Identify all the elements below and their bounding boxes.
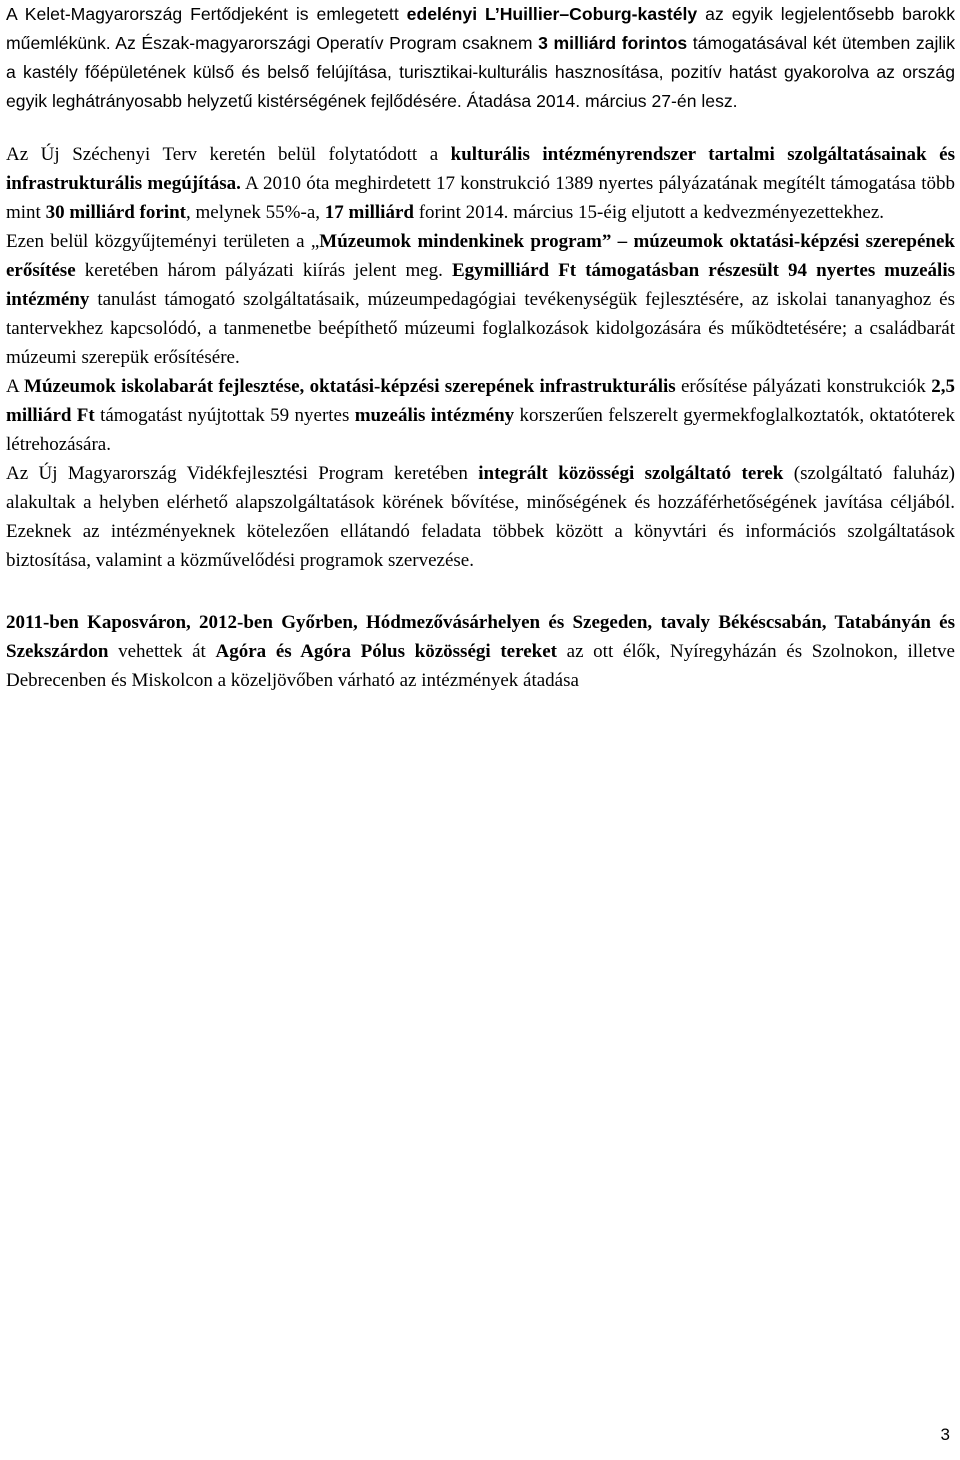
text-run: (szolgáltató faluház) alakultak a helyben elérhető alapszolgáltatások körének bővítése, minőségének és hozzáférhetőségének javítása céljából. Ezeknek az intézményeknek kötelezően ellátandó feladata többek között a könyvtári és információs szolgáltatások biztosítása, valamint a közművelődési programok szervezése. — [6, 463, 955, 571]
text-run: támogatást nyújtottak 59 nyertes — [94, 405, 355, 426]
bold-run: 17 milliárd — [324, 202, 414, 223]
text-run: Az Új Magyarország Vidékfejlesztési Program keretében — [6, 463, 479, 484]
text-run: keretében három pályázati kiírás jelent meg. — [75, 260, 452, 281]
text-run: korszerűen felszerelt gyermekfoglalkoztatók, oktatóterek létrehozására. — [6, 405, 955, 455]
bold-run: edelényi L’Huillier–Coburg-kastély — [406, 4, 698, 24]
paragraph-szechenyi-plan — [6, 140, 955, 227]
bold-run: 2,5 milliárd Ft — [6, 376, 955, 426]
text-run: vehettek át — [108, 641, 216, 662]
text-run: A Kelet-Magyarország Fertődjeként is emlegetett — [6, 4, 407, 24]
text-run: tanulást támogató szolgáltatásaik, múzeumpedagógiai tevékenységük fejlesztésére, az iskolai tananyaghoz és tantervekhez kapcsolódó, a tanmenetbe beépíthető múzeumi foglalkozások kidolgozására és működtetésére; a családbarát múzeumi szerepük erősítésére. — [6, 289, 955, 368]
bold-run: muzeális intézmény — [354, 405, 515, 426]
text-run: A 2010 óta meghirdetett 17 konstrukció 1389 nyertes pályázatának megítélt támogatása több mint — [6, 173, 956, 223]
document-page — [6, 0, 955, 695]
text-run: Ezen belül közgyűjteményi területen a „ — [6, 231, 320, 252]
text-run: , melynek 55%-a, — [185, 202, 325, 223]
text-run: az ott élők, Nyíregyházán és Szolnokon, illetve Debrecenben és Miskolcon a közeljövőben várható az intézmények átadása — [6, 641, 955, 691]
bold-run: Egymilliárd Ft támogatásban részesült 94 nyertes muzeális intézmény — [6, 260, 955, 310]
page-number: 3 — [940, 1425, 950, 1444]
paragraph-edelenyi-castle — [6, 0, 955, 116]
bold-run: 30 milliárd forint — [45, 202, 186, 223]
text-run: erősítése pályázati konstrukciók — [675, 376, 932, 397]
bold-run: Agóra és Agóra Pólus közösségi tereket — [215, 641, 557, 662]
text-run: támogatásával két ütemben zajlik a kastély főépületének külső és belső felújítása, turisztikai-kulturális hasznosítása, pozitív hatást gyakorolva az ország egyik leghátrányosabb helyzetű kistérségének fejlődésére. Átadása 2014. március 27-én lesz. — [6, 33, 955, 111]
text-run: az egyik legjelentősebb barokk műemlékünk. Az Észak-magyarországi Operatív Program csaknem — [6, 4, 955, 53]
bold-run: Múzeumok iskolabarát fejlesztése, oktatási-képzési szerepének infrastrukturális — [24, 376, 676, 397]
paragraph-school-friendly-museums — [6, 372, 955, 459]
bold-run: Múzeumok mindenkinek program” – múzeumok oktatási-képzési szerepének erősítése — [6, 231, 955, 281]
bold-run: integrált közösségi szolgáltató terek — [478, 463, 784, 484]
bold-run: 2011-ben Kaposváron, 2012-ben Győrben, Hódmezővásárhelyen és Szegeden, tavaly Békéscsabán, Tatabányán és Szekszárdon — [6, 612, 955, 662]
text-run: A — [6, 376, 25, 397]
text-run: forint 2014. március 15-éig eljutott a kedvezményezettekhez. — [413, 202, 885, 223]
text-run: Az Új Széchenyi Terv keretén belül folytatódott a — [6, 144, 451, 165]
paragraph-rural-development — [6, 459, 955, 575]
bold-run: kulturális intézményrendszer tartalmi szolgáltatásainak és infrastrukturális megújítása. — [6, 144, 955, 194]
bold-run: 3 milliárd forintos — [538, 33, 688, 53]
paragraph-agora-centers — [6, 608, 955, 695]
paragraph-museums-for-everyone — [6, 227, 955, 372]
